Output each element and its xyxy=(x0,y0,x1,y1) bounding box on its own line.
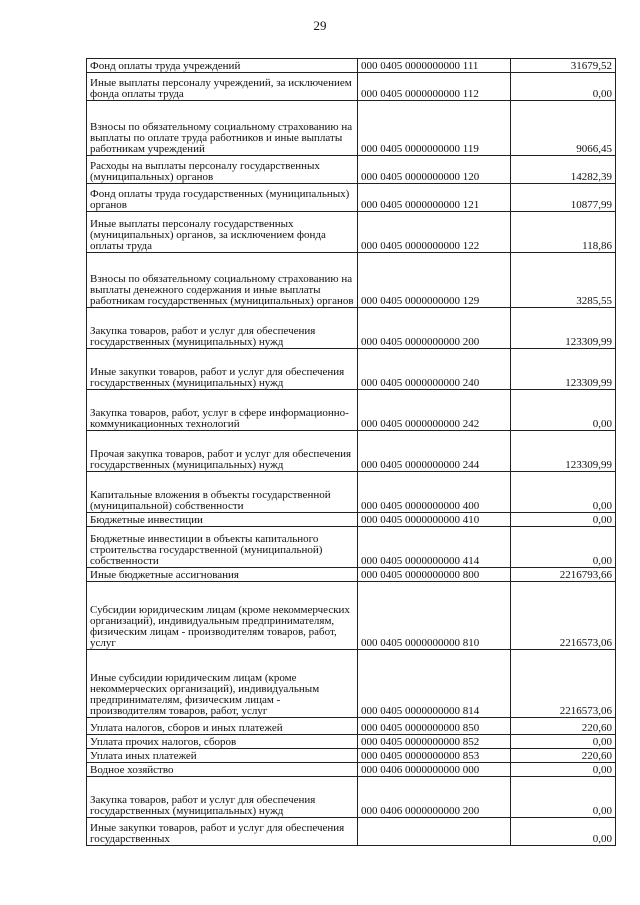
row-code-cell: 000 0405 0000000000 850 xyxy=(358,718,511,735)
row-amount-cell: 2216793,66 xyxy=(511,568,616,582)
row-name-cell: Уплата прочих налогов, сборов xyxy=(87,735,358,749)
row-code-cell: 000 0405 0000000000 129 xyxy=(358,253,511,308)
row-amount-cell: 31679,52 xyxy=(511,59,616,73)
row-name-cell: Водное хозяйство xyxy=(87,763,358,777)
row-code-cell: 000 0405 0000000000 244 xyxy=(358,431,511,472)
table-row xyxy=(87,718,616,735)
row-code-cell: 000 0405 0000000000 853 xyxy=(358,749,511,763)
row-name-cell: Уплата иных платежей xyxy=(87,749,358,763)
table-row xyxy=(87,763,616,777)
row-name-cell: Закупка товаров, работ, услуг в сфере информационно-коммуникационных технологий xyxy=(87,390,358,431)
table-row xyxy=(87,735,616,749)
row-code-cell: 000 0405 0000000000 122 xyxy=(358,212,511,253)
table-row xyxy=(87,73,616,101)
row-code-cell: 000 0406 0000000000 200 xyxy=(358,777,511,818)
row-name-cell: Закупка товаров, работ и услуг для обеспечения государственных (муниципальных) нужд xyxy=(87,308,358,349)
row-amount-cell: 0,00 xyxy=(511,818,616,846)
row-name-cell: Расходы на выплаты персоналу государственных (муниципальных) органов xyxy=(87,156,358,184)
table-row xyxy=(87,568,616,582)
table-row xyxy=(87,253,616,308)
row-code-cell: 000 0405 0000000000 800 xyxy=(358,568,511,582)
row-name-cell: Субсидии юридическим лицам (кроме некоммерческих организаций), индивидуальным предпринимателям, физическим лицам - производителям товаров, работ, услуг xyxy=(87,582,358,650)
row-code-cell: 000 0406 0000000000 000 xyxy=(358,763,511,777)
row-amount-cell: 0,00 xyxy=(511,513,616,527)
row-code-cell: 000 0405 0000000000 112 xyxy=(358,73,511,101)
row-code-cell: 000 0405 0000000000 111 xyxy=(358,59,511,73)
row-amount-cell: 3285,55 xyxy=(511,253,616,308)
row-name-cell: Закупка товаров, работ и услуг для обеспечения государственных (муниципальных) нужд xyxy=(87,777,358,818)
row-code-cell: 000 0405 0000000000 120 xyxy=(358,156,511,184)
table-row xyxy=(87,472,616,513)
table-row xyxy=(87,650,616,718)
table-row xyxy=(87,749,616,763)
row-name-cell: Фонд оплаты труда учреждений xyxy=(87,59,358,73)
row-code-cell: 000 0405 0000000000 414 xyxy=(358,527,511,568)
row-amount-cell: 0,00 xyxy=(511,472,616,513)
row-code-cell: 000 0405 0000000000 242 xyxy=(358,390,511,431)
row-name-cell: Бюджетные инвестиции xyxy=(87,513,358,527)
table-row xyxy=(87,184,616,212)
row-name-cell: Иные закупки товаров, работ и услуг для обеспечения государственных (муниципальных) нужд xyxy=(87,349,358,390)
row-amount-cell: 0,00 xyxy=(511,390,616,431)
row-amount-cell: 0,00 xyxy=(511,763,616,777)
table-row xyxy=(87,101,616,156)
row-code-cell: 000 0405 0000000000 810 xyxy=(358,582,511,650)
row-name-cell: Взносы по обязательному социальному страхованию на выплаты по оплате труда работников и иные выплаты работникам учреждений xyxy=(87,101,358,156)
row-amount-cell: 220,60 xyxy=(511,718,616,735)
row-amount-cell: 14282,39 xyxy=(511,156,616,184)
table-row xyxy=(87,431,616,472)
row-amount-cell: 10877,99 xyxy=(511,184,616,212)
row-name-cell: Иные выплаты персоналу учреждений, за исключением фонда оплаты труда xyxy=(87,73,358,101)
table-row xyxy=(87,349,616,390)
row-amount-cell: 2216573,06 xyxy=(511,582,616,650)
row-code-cell: 000 0405 0000000000 240 xyxy=(358,349,511,390)
row-amount-cell: 123309,99 xyxy=(511,349,616,390)
row-name-cell: Фонд оплаты труда государственных (муниципальных) органов xyxy=(87,184,358,212)
row-amount-cell: 118,86 xyxy=(511,212,616,253)
row-code-cell xyxy=(358,818,511,846)
row-amount-cell: 123309,99 xyxy=(511,431,616,472)
table-row xyxy=(87,527,616,568)
row-name-cell: Взносы по обязательному социальному страхованию на выплаты денежного содержания и иные выплаты работникам государственных (муниципальных) органов xyxy=(87,253,358,308)
table-row xyxy=(87,156,616,184)
row-name-cell: Уплата налогов, сборов и иных платежей xyxy=(87,718,358,735)
table-row xyxy=(87,582,616,650)
row-code-cell: 000 0405 0000000000 119 xyxy=(358,101,511,156)
row-code-cell: 000 0405 0000000000 400 xyxy=(358,472,511,513)
row-code-cell: 000 0405 0000000000 121 xyxy=(358,184,511,212)
row-name-cell: Бюджетные инвестиции в объекты капитального строительства государственной (муниципальной) собственности xyxy=(87,527,358,568)
row-amount-cell: 2216573,06 xyxy=(511,650,616,718)
row-name-cell: Капитальные вложения в объекты государственной (муниципальной) собственности xyxy=(87,472,358,513)
table-row xyxy=(87,390,616,431)
row-name-cell: Иные бюджетные ассигнования xyxy=(87,568,358,582)
table-row xyxy=(87,59,616,73)
row-code-cell: 000 0405 0000000000 410 xyxy=(358,513,511,527)
row-code-cell: 000 0405 0000000000 200 xyxy=(358,308,511,349)
table-row xyxy=(87,308,616,349)
table-row xyxy=(87,777,616,818)
table-row xyxy=(87,513,616,527)
row-amount-cell: 0,00 xyxy=(511,73,616,101)
row-code-cell: 000 0405 0000000000 814 xyxy=(358,650,511,718)
row-amount-cell: 220,60 xyxy=(511,749,616,763)
row-amount-cell: 0,00 xyxy=(511,735,616,749)
row-code-cell: 000 0405 0000000000 852 xyxy=(358,735,511,749)
page-number: 29 xyxy=(313,18,327,33)
row-name-cell: Прочая закупка товаров, работ и услуг для обеспечения государственных (муниципальных) нужд xyxy=(87,431,358,472)
row-amount-cell: 123309,99 xyxy=(511,308,616,349)
row-name-cell: Иные закупки товаров, работ и услуг для обеспечения государственных xyxy=(87,818,358,846)
row-amount-cell: 0,00 xyxy=(511,777,616,818)
row-amount-cell: 0,00 xyxy=(511,527,616,568)
row-name-cell: Иные субсидии юридическим лицам (кроме некоммерческих организаций), индивидуальным предпринимателям, физическим лицам - производителям товаров, работ, услуг xyxy=(87,650,358,718)
table-row xyxy=(87,818,616,846)
row-amount-cell: 9066,45 xyxy=(511,101,616,156)
row-name-cell: Иные выплаты персоналу государственных (муниципальных) органов, за исключением фонда оплаты труда xyxy=(87,212,358,253)
budget-table xyxy=(86,58,616,846)
table-row xyxy=(87,212,616,253)
